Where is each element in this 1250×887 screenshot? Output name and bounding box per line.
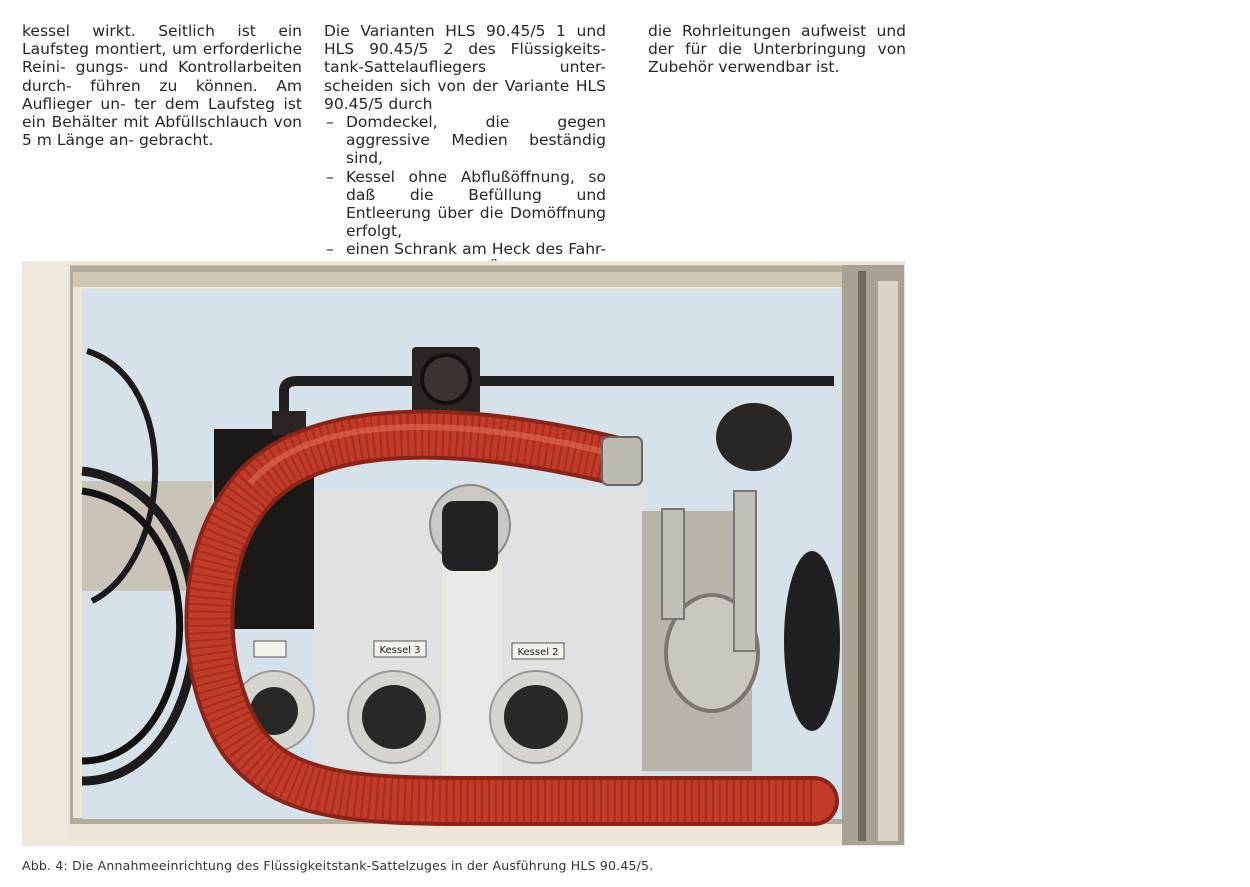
pump-pipe [662, 509, 684, 619]
text-line: Abfüllschlauch von 5 m Länge an- [22, 113, 302, 150]
text-column-1 [22, 22, 302, 149]
text-line: einen Schrank am Heck des Fahr- [346, 240, 606, 259]
text-column-2 [324, 22, 606, 277]
text-column-3 [648, 22, 906, 77]
photo-illustration [22, 261, 905, 846]
text-line: montiert, um erforderliche Reini- [22, 40, 302, 77]
paragraph [22, 22, 302, 149]
text-line: daß die Befüllung und Entleerung [346, 185, 606, 223]
text-line: tank-Sattelaufliegers unter- [324, 58, 606, 77]
text-line: ter dem Laufsteg ist ein Behälter mit [22, 94, 302, 132]
figure-caption: Abb. 4: Die Annahmeeinrichtung des Flüssigkeitstank-Sattelzuges in der Ausführung HLS 90.45/5. [22, 858, 654, 873]
divider-plate [442, 561, 502, 791]
paragraph [648, 22, 906, 77]
upper-valve [442, 501, 498, 571]
text-line: führen zu können. Am Auflieger un- [22, 76, 302, 113]
pump-pipe [734, 491, 756, 651]
feature-list [324, 113, 606, 277]
kessel-2-label: Kessel 2 [517, 647, 559, 658]
text-line: HLS 90.45/5 durch [324, 76, 606, 113]
figure-photo [22, 261, 905, 846]
hose-coupling [602, 437, 642, 485]
motor [784, 551, 840, 731]
kessel-3-label: Kessel 3 [379, 645, 421, 656]
kessel-1-plate [254, 641, 286, 657]
list-item [324, 113, 606, 168]
text-line: Medien beständig sind, [346, 131, 606, 168]
text-line: HLS 90.45/5 2 des Flüssigkeits- [324, 40, 606, 59]
valve-cap [504, 685, 568, 749]
text-line: der für die Unterbringung von [648, 40, 906, 59]
text-line: Domdeckel, die gegen aggressive [346, 113, 606, 150]
text-line: die Rohrleitungen aufweist und [648, 22, 906, 40]
text-line: kessel wirkt. Seitlich ist ein Laufsteg [22, 22, 302, 59]
right-frame-edge [858, 271, 866, 841]
valve-cap [362, 685, 426, 749]
list-item [324, 168, 606, 241]
text-line: gebracht. [138, 131, 214, 150]
pump-cap [716, 403, 792, 471]
paragraph [324, 22, 606, 113]
text-line: gungs- und Kontrollarbeiten durch- [22, 58, 302, 95]
right-frame-plate [878, 281, 898, 841]
text-line: Die Varianten HLS 90.45/5 1 und [324, 22, 606, 40]
left-frame [22, 261, 70, 846]
text-line: Kessel ohne Abflußöffnung, so [346, 167, 606, 186]
text-line: scheiden sich von der Variante [324, 76, 570, 95]
junction-box-port [422, 355, 470, 403]
text-line: Zubehör verwendbar ist. [648, 58, 840, 77]
text-line: über die Domöffnung erfolgt, [346, 204, 606, 241]
